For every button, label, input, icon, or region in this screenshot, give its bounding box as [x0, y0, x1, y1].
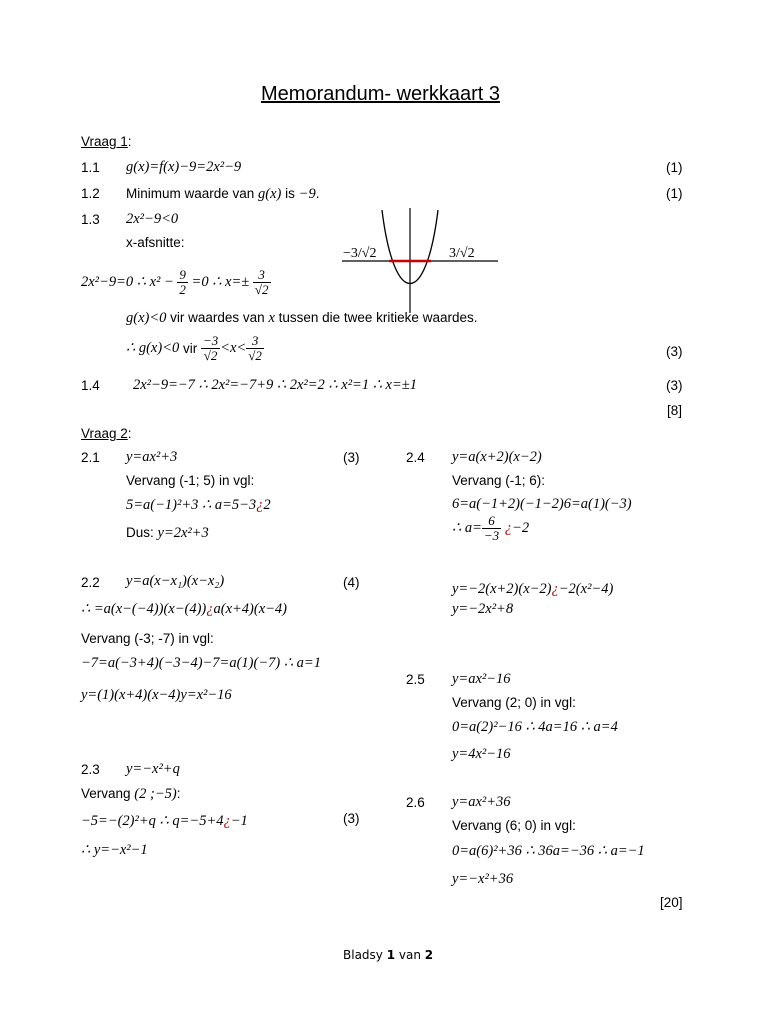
answer-2-4: y=−2x²+8 [452, 601, 514, 617]
answer-2-2: y=(1)(x+4)(x−4)y=x²−16 [81, 687, 232, 703]
question-1-heading: Vraag 1: [81, 134, 132, 149]
solve-2-4: ∴ a= $\frac{6}{-3}$ ¿−2 [452, 513, 530, 543]
working-2-2-solve: −7=a(−3+4)(−3−4)−7=a(1)(−7) ∴ a=1 [81, 655, 321, 671]
total-question-2: [20] [660, 895, 683, 910]
item-number-2-5: 2.5 [406, 672, 425, 687]
text-1-3-interval: g(x)<0 vir waardes van x tussen die twee kritieke waardes. [126, 310, 478, 326]
equation-2-6: y=ax²+36 [452, 794, 511, 810]
marks-2-2: (4) [343, 575, 360, 590]
equation-2-5: y=ax²−16 [452, 671, 511, 687]
equation-2-2: y=a(x−x₁)(x−x₂) [126, 573, 225, 589]
page-title: Memorandum- werkkaart 3 [261, 83, 500, 105]
item-number-2-1: 2.1 [81, 450, 100, 465]
item-number-2-3: 2.3 [81, 762, 100, 777]
substitute-2-1: Vervang (-1; 5) in vgl: [126, 473, 255, 488]
working-2-2-factor: ∴ =a(x−(−4))(x−(4))¿a(x+4)(x−4) [81, 601, 288, 617]
item-number-1-3: 1.3 [81, 212, 100, 227]
total-question-1: [8] [667, 403, 683, 418]
equation-2-1: y=ax²+3 [126, 449, 178, 465]
text-1-2: Minimum waarde van g(x) is −9. [126, 186, 320, 202]
marks-1-4: (3) [666, 378, 683, 393]
answer-2-3: ∴ y=−x²−1 [81, 842, 148, 858]
item-number-1-2: 1.2 [81, 186, 100, 201]
substitute-2-4: Vervang (-1; 6): [452, 473, 546, 488]
marks-1-3: (3) [666, 344, 683, 359]
answer-2-6: y=−x²+36 [452, 871, 514, 887]
question-2-heading: Vraag 2: [81, 426, 132, 441]
substitute-2-3: Vervang (2 ;−5): [81, 786, 181, 802]
item-number-2-4: 2.4 [406, 450, 425, 465]
working-2-3: −5=−(2)²+q ∴ q=−5+4¿−1 [81, 813, 248, 829]
left-root-label: −3/√2 [343, 246, 377, 261]
working-2-6: 0=a(6)²+36 ∴ 36a=−36 ∴ a=−1 [452, 843, 645, 859]
substitute-2-5: Vervang (2; 0) in vgl: [452, 695, 576, 710]
x-intercepts-label: x-afsnitte: [126, 235, 185, 250]
item-number-2-6: 2.6 [406, 795, 425, 810]
answer-2-1: Dus: y=2x²+3 [126, 525, 209, 541]
equation-1-3-roots: 2x²−9=0 ∴ x² − $\frac{9}{2}$ =0 ∴ x=± $\frac{3}{√2}$ [81, 267, 269, 297]
marks-2-3: (3) [343, 811, 360, 826]
marks-1-2: (1) [666, 186, 683, 201]
item-number-1-1: 1.1 [81, 160, 100, 175]
marks-1-1: (1) [666, 160, 683, 175]
parabola-graph [340, 208, 500, 313]
marks-2-1: (3) [343, 450, 360, 465]
equation-2-4: y=a(x+2)(x−2) [452, 449, 542, 465]
working-2-5: 0=a(2)²−16 ∴ 4a=16 ∴ a=4 [452, 719, 618, 735]
substitute-2-6: Vervang (6; 0) in vgl: [452, 818, 576, 833]
equation-1-1: g(x)=f(x)−9=2x²−9 [126, 159, 242, 175]
page-footer: Bladsy 1 van 2 [343, 948, 434, 962]
substitute-2-2: Vervang (-3; -7) in vgl: [81, 631, 214, 646]
answer-1-3: ∴ g(x)<0 vir $\frac{-3}{√2}$ <x< $\frac{3}{√2}$ [126, 333, 262, 363]
item-number-1-4: 1.4 [81, 378, 100, 393]
right-root-label: 3/√2 [449, 246, 475, 261]
inequality-1-3: 2x²−9<0 [126, 211, 179, 227]
working-2-4-expand: y=−2(x+2)(x−2)¿−2(x²−4) [452, 581, 614, 597]
equation-1-4: 2x²−9=−7 ∴ 2x²=−7+9 ∴ 2x²=2 ∴ x²=1 ∴ x=±1 [133, 377, 417, 393]
working-2-1: 5=a(−1)²+3 ∴ a=5−3¿2 [126, 497, 271, 513]
equation-2-3: y=−x²+q [126, 761, 180, 777]
answer-2-5: y=4x²−16 [452, 746, 511, 762]
working-2-4: 6=a(−1+2)(−1−2)6=a(1)(−3) [452, 496, 632, 512]
item-number-2-2: 2.2 [81, 575, 100, 590]
